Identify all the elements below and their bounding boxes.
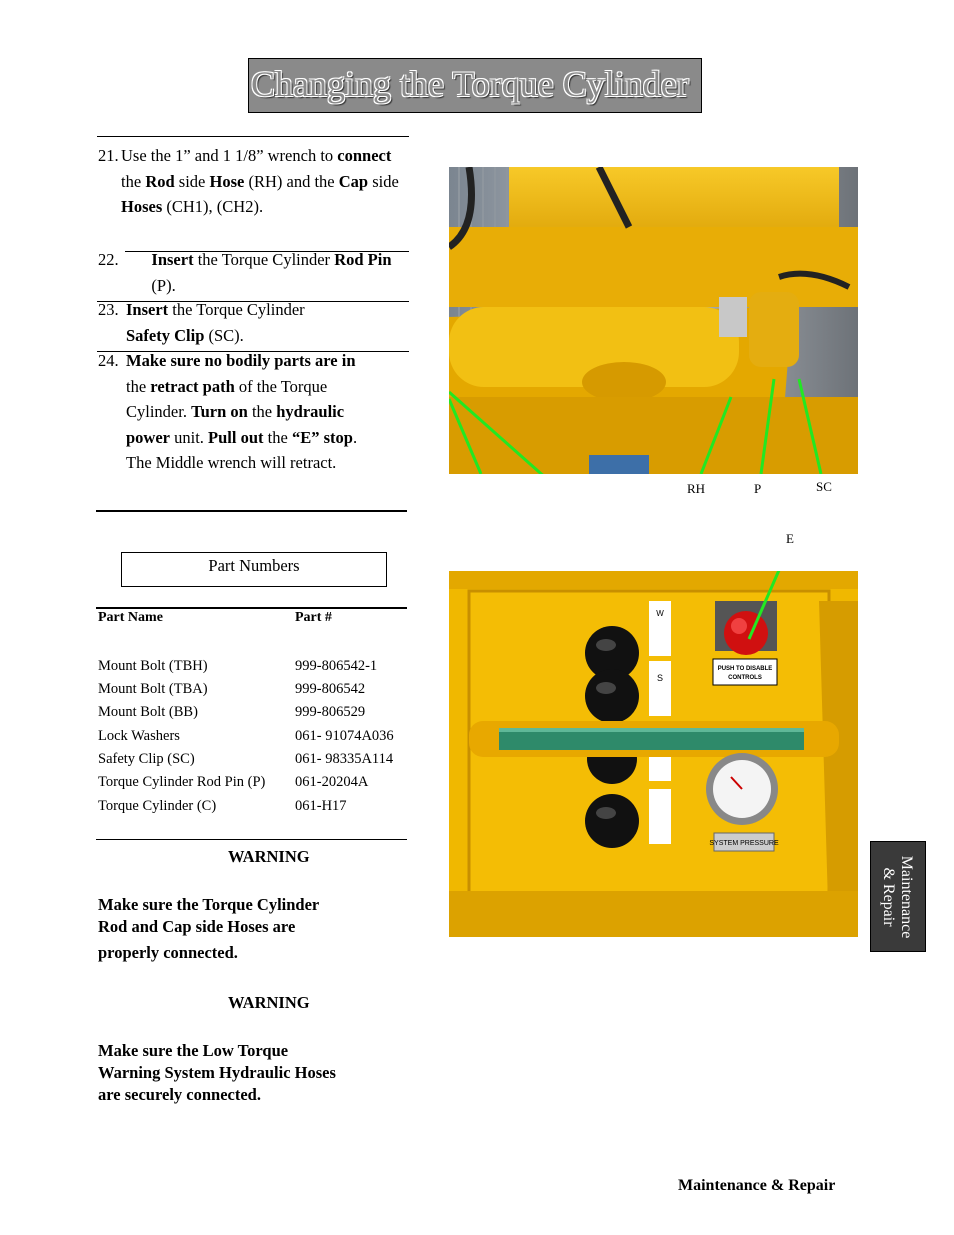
panel-text-winch-on: W	[656, 609, 664, 618]
warning-line: Warning System Hydraulic Hoses	[98, 1063, 336, 1082]
step-text: Insert the Torque Cylinder Safety Clip (SC).	[126, 300, 305, 345]
page-title: Changing the Torque Cylinder	[251, 64, 689, 104]
step-24	[98, 348, 403, 476]
step-number: 22.	[98, 250, 119, 269]
step-23	[98, 297, 403, 348]
warning-text	[98, 894, 319, 964]
part-name: Mount Bolt (TBH)	[98, 658, 208, 674]
section-tab-label: Maintenance & Repair	[880, 855, 915, 939]
warning-heading: WARNING	[228, 847, 310, 866]
divider	[96, 839, 407, 840]
step-number: 23.	[98, 300, 119, 319]
part-number: 999-806529	[295, 704, 366, 720]
step-22	[98, 247, 403, 298]
label-p: P	[754, 481, 762, 496]
part-number: 061-20204A	[295, 774, 369, 790]
warning-line: are securely connected.	[98, 1085, 261, 1104]
part-name: Safety Clip (SC)	[98, 751, 195, 767]
step-number: 24.	[98, 351, 119, 370]
warning-line: Rod and Cap side Hoses are	[98, 917, 296, 936]
panel-text-controls: CONTROLS	[728, 675, 762, 681]
part-name: Torque Cylinder Rod Pin (P)	[98, 774, 266, 790]
warning-text	[98, 1040, 336, 1106]
warning-heading: WARNING	[228, 993, 310, 1012]
section-tab	[870, 841, 926, 952]
table-header	[98, 610, 408, 630]
control-panel-photo	[449, 571, 858, 937]
panel-text-push-disable: PUSH TO DISABLE	[717, 666, 773, 672]
divider	[96, 510, 407, 512]
part-number: 061- 98335A114	[295, 751, 394, 767]
step-text: Make sure no bodily parts are in the retract path of the Torque Cylinder. Turn on the hydraulic power unit. Pull out the “E” stop. The Middle wrench will retract.	[126, 351, 358, 472]
control-panel-illustration	[449, 571, 858, 937]
torque-cylinder-photo	[449, 167, 858, 474]
divider	[96, 607, 407, 609]
warning-line: properly connected.	[98, 943, 238, 962]
label-e: E	[786, 531, 794, 546]
parts-box-title: Part Numbers	[121, 552, 387, 587]
header-part-number: Part #	[295, 610, 332, 625]
page-title-box	[248, 58, 702, 113]
step-21	[98, 143, 403, 220]
warning-line: Make sure the Low Torque	[98, 1041, 289, 1060]
footer-section-name: Maintenance & Repair	[678, 1177, 836, 1194]
step-text: Insert the Torque Cylinder Rod Pin (P).	[151, 250, 392, 295]
header-part-name: Part Name	[98, 610, 163, 625]
part-number: 999-806542	[295, 681, 366, 697]
part-number: 999-806542-1	[295, 658, 378, 674]
label-sc: SC	[816, 479, 832, 494]
part-name: Torque Cylinder (C)	[98, 798, 217, 814]
divider	[97, 136, 409, 137]
step-number: 21.	[98, 146, 119, 165]
panel-text-system-pressure: SYSTEM PRESSURE	[709, 840, 779, 847]
panel-text-spin: S	[656, 673, 664, 683]
torque-cylinder-illustration	[449, 167, 858, 474]
part-name: Mount Bolt (BB)	[98, 704, 198, 720]
part-name: Lock Washers	[98, 728, 180, 744]
step-text: Use the 1” and 1 1/8” wrench to connect the Rod side Hose (RH) and the Cap side Hoses (CH1), (CH2).	[121, 146, 399, 216]
part-number: 061-H17	[295, 798, 347, 814]
part-number: 061- 91074A036	[295, 728, 394, 744]
label-rh: RH	[687, 481, 706, 496]
warning-line: Make sure the Torque Cylinder	[98, 895, 320, 914]
part-name: Mount Bolt (TBA)	[98, 681, 208, 697]
